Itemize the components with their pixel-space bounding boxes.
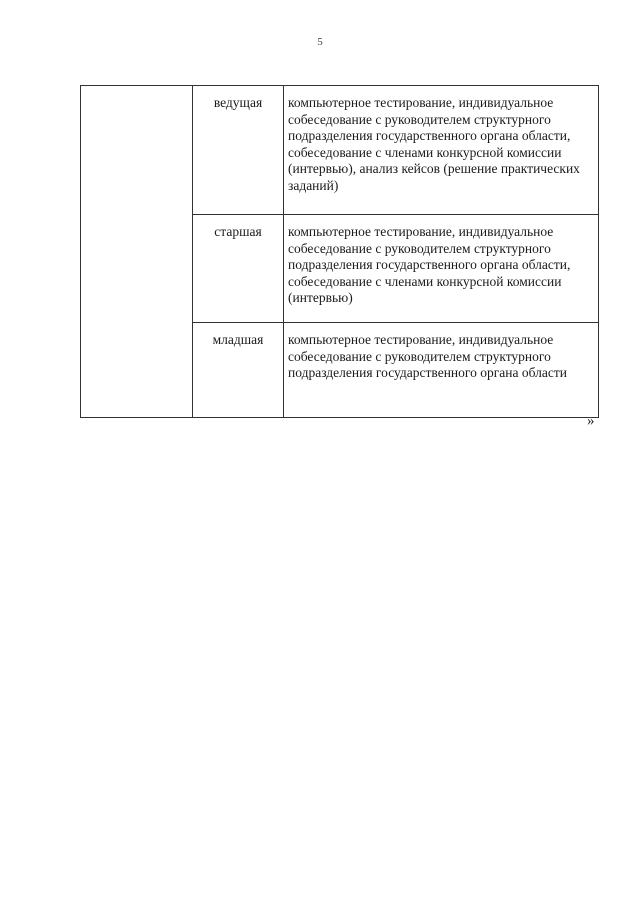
- selection-methods-cell: компьютерное тестирование, индивидуальное собеседование с руководителем структурного подразделения государственного органа области, собеседование с членами конкурсной комиссии (интервью), анализ кейсов (решение практических заданий): [284, 86, 599, 215]
- empty-group-cell: [81, 86, 193, 418]
- page-number: 5: [317, 36, 323, 48]
- position-level-cell: ведущая: [193, 86, 284, 215]
- selection-methods-cell: компьютерное тестирование, индивидуальное собеседование с руководителем структурного подразделения государственного органа области: [284, 323, 599, 418]
- selection-methods-cell: компьютерное тестирование, индивидуальное собеседование с руководителем структурного подразделения государственного органа области, собеседование с членами конкурсной комиссии (интервью): [284, 215, 599, 323]
- positions-table: [80, 85, 599, 418]
- closing-quote: »: [587, 413, 595, 429]
- position-level-cell: младшая: [193, 323, 284, 418]
- table-row: [81, 86, 599, 215]
- position-level-cell: старшая: [193, 215, 284, 323]
